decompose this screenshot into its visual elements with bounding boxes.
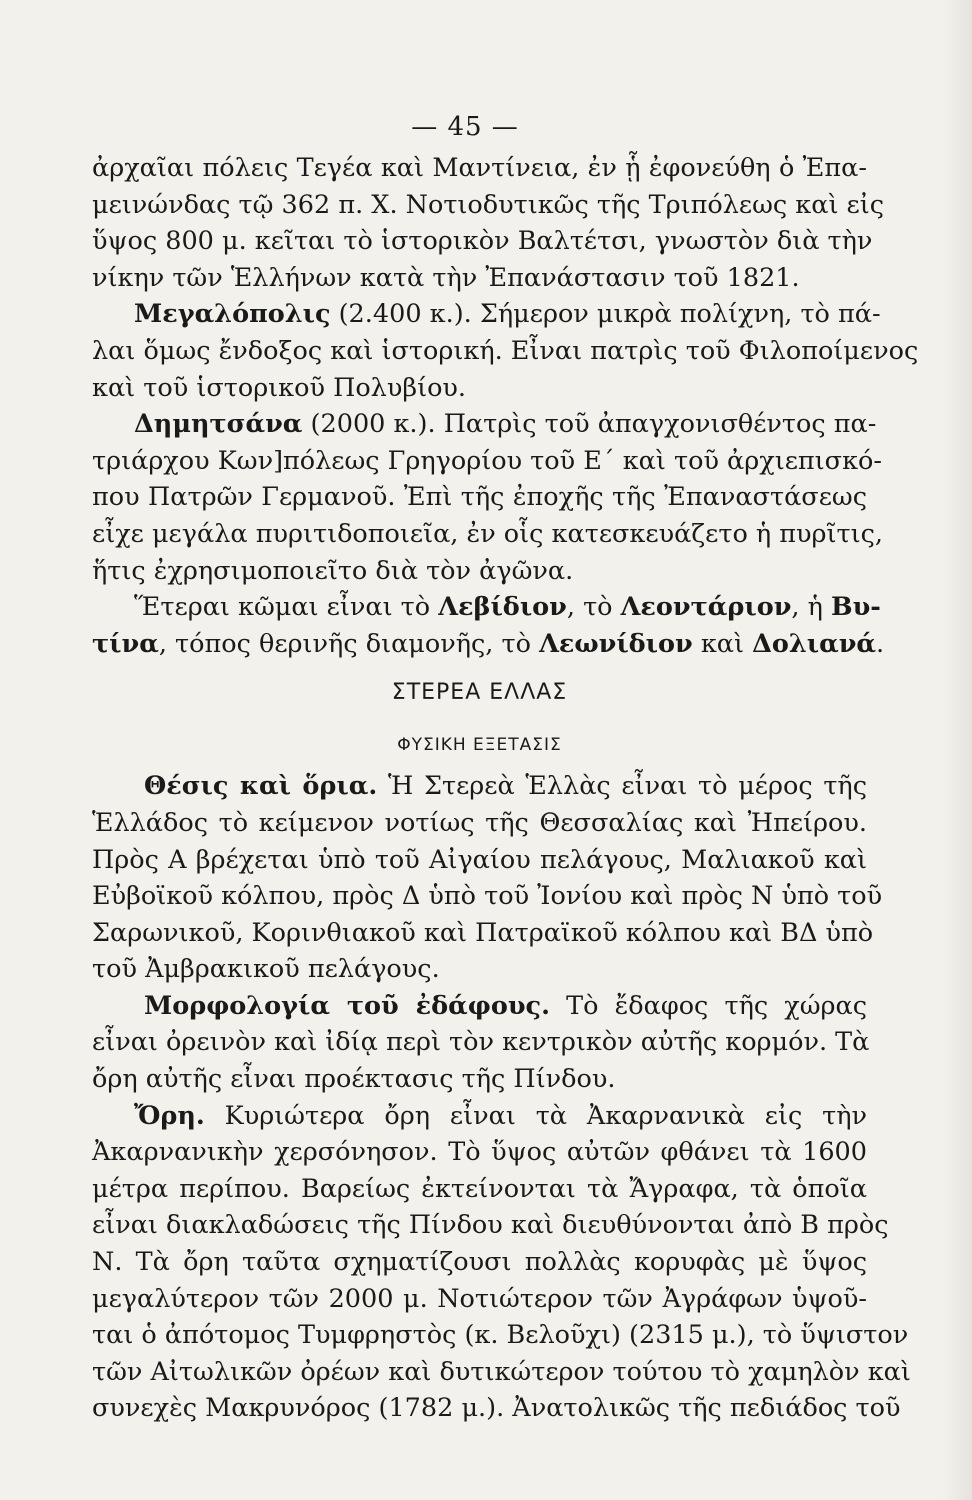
text-line: ἥτις ἐχρησιμοποιεῖτο διὰ τὸν ἀγῶνα. [92,555,574,586]
topic-heading: Θέσις καὶ ὅρια. [144,771,378,802]
text-line [92,768,867,805]
text-line: νίκην τῶν Ἑλλήνων κατὰ τὴν Ἐπανάστασιν τοῦ 1821. [92,262,800,293]
text-line: μεινώνδας τῷ 362 π. Χ. Νοτιοδυτικῶς τῆς Τριπόλεως καὶ εἰς [92,189,885,220]
paragraph-megalopolis [92,296,919,406]
place-name-vytina-part1: Βυ- [831,592,881,623]
text-line [92,988,867,1025]
text-line [92,626,885,663]
text-fragment: Κυριώτερα ὄρη εἶναι τὰ Ἀκαρνανικὰ εἰς τὴν [204,1100,867,1131]
text-line: λαι ὅμως ἔνδοξος καὶ ἱστορική. Εἶναι πατρὶς τοῦ Φιλοποίμενος [92,335,919,366]
body-text [92,150,919,1427]
text-fragment: , ἡ [791,592,832,623]
text-line: Ἑλλάδος τὸ κείμενον νοτίως τῆς Θεσσαλίας καὶ Ἠπείρου. [92,807,867,838]
text-line: μέτρα περίπου. Βαρείως ἐκτείνονται τὰ Ἄγραφα, τὰ ὁποῖα [92,1173,867,1204]
place-name-leontarion: Λεοντάριον [620,592,792,623]
text-line: ὄρη αὐτῆς εἶναι προέκτασις τῆς Πίνδου. [92,1064,616,1095]
paragraph-morphology [92,988,870,1098]
paragraph-mountains [92,1098,911,1427]
text-fragment: , τόπος θερινῆς διαμονῆς, τὸ [158,628,540,659]
text-line: Ν. Τὰ ὄρη ταῦτα σχηματίζουσι πολλὰς κορυφὰς μὲ ὕψος [92,1247,867,1278]
text-fragment: Τὸ ἔδαφος τῆς χώρας [549,990,868,1021]
text-line: ἀρχαῖαι πόλεις Τεγέα καὶ Μαντίνεια, ἐν ᾗ ἐφονεύθη ὁ Ἐπα- [92,153,867,183]
text-line: καὶ τοῦ ἱστορικοῦ Πολυβίου. [92,372,467,403]
topic-heading: Ὄρη. [134,1100,205,1131]
text-line: Πρὸς Α βρέχεται ὑπὸ τοῦ Αἰγαίου πελάγους, Μαλιακοῦ καὶ [92,844,867,875]
place-name-vytina-part2: τίνα [92,628,159,659]
text-line [92,1098,867,1135]
paragraph-villages [92,589,885,662]
text-fragment: καὶ [692,628,753,659]
place-name-dimitsana: Δημητσάνα [134,409,303,440]
text-line: συνεχὲς Μακρυνόρος (1782 μ.). Ἀνατολικῶς τῆς πεδιάδος τοῦ [92,1393,901,1424]
paragraph-dimitsana [92,406,884,589]
text-fragment: Ἡ Στερεὰ Ἑλλὰς εἶναι τὸ μέρος τῆς [377,771,867,802]
place-name-leonidion: Λεωνίδιον [539,628,693,659]
text-line: μεγαλύτερον τῶν 2000 μ. Νοτιώτερον τῶν Ἀγράφων ὑψοῦ- [92,1283,867,1314]
text-fragment: Ἕτεραι κῶμαι εἶναι τὸ [134,592,439,623]
page-number: — 45 — [411,112,519,142]
paragraph-position-borders [92,768,883,988]
subsection-heading: ΦΥΣΙΚΗ ΕΞΕΤΑΣΙΣ [397,735,562,756]
text-line [92,296,881,333]
text-line [92,589,881,626]
text-line: εἶχε μεγάλα πυριτιδοποιεῖα, ἐν οἷς κατεσκευάζετο ἡ πυρῖτις, [92,518,884,549]
text-fragment: (2.400 κ.). Σήμερον μικρὰ πολίχνη, τὸ πά- [330,299,881,330]
text-fragment: . [876,628,885,659]
text-line: που Πατρῶν Γερμανοῦ. Ἐπὶ τῆς ἐποχῆς τῆς Ἐπαναστάσεως [92,482,867,513]
text-line: εἶναι διακλαδώσεις τῆς Πίνδου καὶ διευθύνονται ἀπὸ Β πρὸς [92,1210,889,1241]
text-line: Σαρωνικοῦ, Κορινθιακοῦ καὶ Πατραϊκοῦ κόλπου καὶ ΒΔ ὑπὸ [92,917,874,948]
place-name-doliana: Δολιανά [752,628,877,659]
page-edge-shadow [942,0,972,1500]
paragraph-tegea [92,150,885,296]
text-line: τριάρχου Κων]πόλεως Γρηγορίου τοῦ Ε΄ καὶ τοῦ ἀρχιεπισκό- [92,445,882,476]
place-name-megalopolis: Μεγαλόπολις [134,299,331,330]
text-line: τῶν Αἰτωλικῶν ὀρέων καὶ δυτικώτερον τούτου τὸ χαμηλὸν καὶ [92,1356,911,1387]
text-fragment: , τὸ [566,592,621,623]
text-line: Εὐβοϊκοῦ κόλπου, πρὸς Δ ὑπὸ τοῦ Ἰονίου καὶ πρὸς Ν ὑπὸ τοῦ [92,881,883,912]
topic-heading: Μορφολογία τοῦ ἐδάφους. [144,990,550,1021]
text-line: ὕψος 800 μ. κεῖται τὸ ἱστορικὸν Βαλτέτσι, γνωστὸν διὰ τὴν [92,226,873,257]
section-heading: ΣΤΕΡΕΑ ΕΛΛΑΣ [391,680,568,706]
text-line [92,406,877,443]
text-line: εἶναι ὀρεινὸν καὶ ἰδίᾳ περὶ τὸν κεντρικὸν αὐτῆς κορμόν. Τὰ [92,1027,870,1058]
place-name-levidion: Λεβίδιον [438,592,567,623]
text-line: ται ὁ ἀπότομος Τυμφρηστὸς (κ. Βελοῦχι) (2315 μ.), τὸ ὕψιστον [92,1320,909,1351]
text-line: τοῦ Ἀμβρακικοῦ πελάγους. [92,954,440,985]
text-fragment: (2000 κ.). Πατρὶς τοῦ ἀπαγχονισθέντος πα- [302,409,877,440]
text-line: Ἀκαρνανικὴν χερσόνησον. Τὸ ὕψος αὐτῶν φθάνει τὰ 1600 [92,1137,867,1168]
